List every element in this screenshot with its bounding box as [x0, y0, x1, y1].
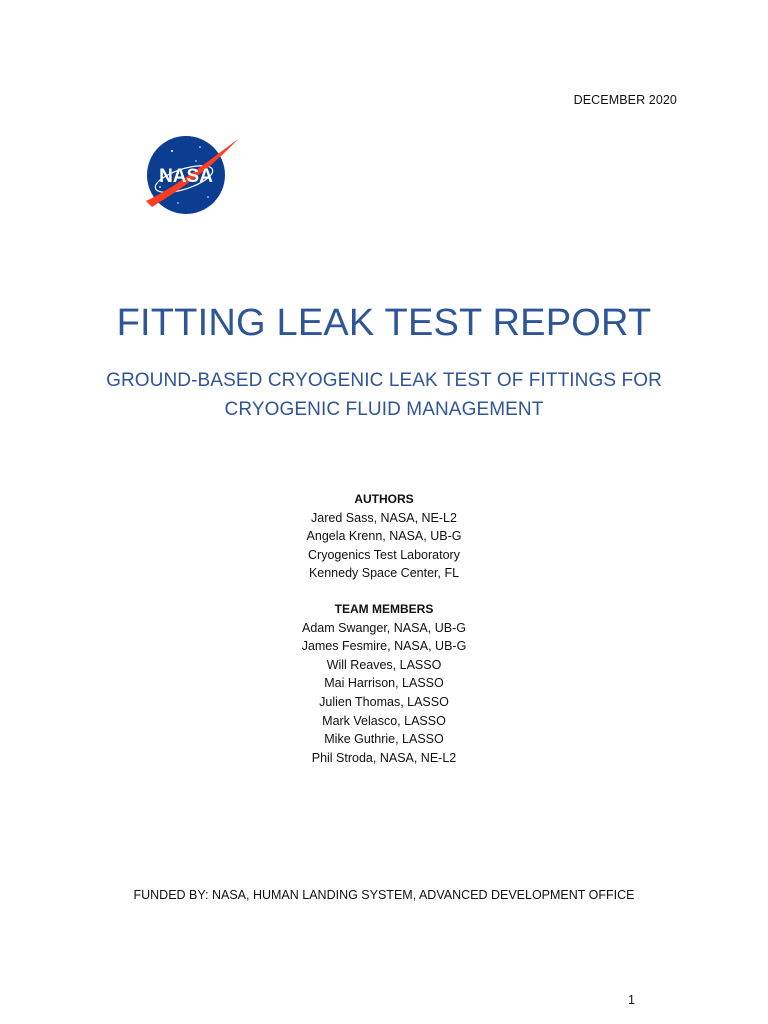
svg-text:NASA: NASA: [159, 166, 213, 187]
team-member-line: Julien Thomas, LASSO: [319, 694, 449, 709]
people-section: [0, 490, 768, 767]
team-member-line: Mai Harrison, LASSO: [324, 676, 444, 691]
report-subtitle: [84, 366, 684, 424]
team-member-line: Mark Velasco, LASSO: [322, 713, 446, 728]
author-line: Jared Sass, NASA, NE-L2: [311, 510, 457, 525]
report-date: DECEMBER 2020: [573, 93, 677, 107]
team-member-line: James Fesmire, NASA, UB-G: [301, 639, 467, 654]
report-title: FITTING LEAK TEST REPORT: [116, 302, 652, 344]
funded-by: FUNDED BY: NASA, HUMAN LANDING SYSTEM, ADVANCED DEVELOPMENT OFFICE: [133, 888, 635, 902]
team-member-line: Phil Stroda, NASA, NE-L2: [311, 750, 457, 765]
team-member-line: Will Reaves, LASSO: [326, 657, 442, 672]
page-number: 1: [628, 993, 635, 1007]
section-gap: [0, 583, 768, 600]
author-line: Cryogenics Test Laboratory: [308, 547, 460, 562]
subtitle-line: GROUND-BASED CRYOGENIC LEAK TEST OF FITTINGS FOR: [106, 370, 662, 391]
team-members-heading: TEAM MEMBERS: [334, 601, 434, 616]
team-member-line: Adam Swanger, NASA, UB-G: [302, 620, 466, 635]
team-member-line: Mike Guthrie, LASSO: [324, 732, 444, 747]
author-line: Kennedy Space Center, FL: [308, 566, 460, 581]
authors-heading: AUTHORS: [354, 492, 414, 506]
nasa-logo: [138, 133, 240, 217]
subtitle-line: CRYOGENIC FLUID MANAGEMENT: [224, 399, 544, 420]
author-line: Angela Krenn, NASA, UB-G: [306, 529, 462, 544]
